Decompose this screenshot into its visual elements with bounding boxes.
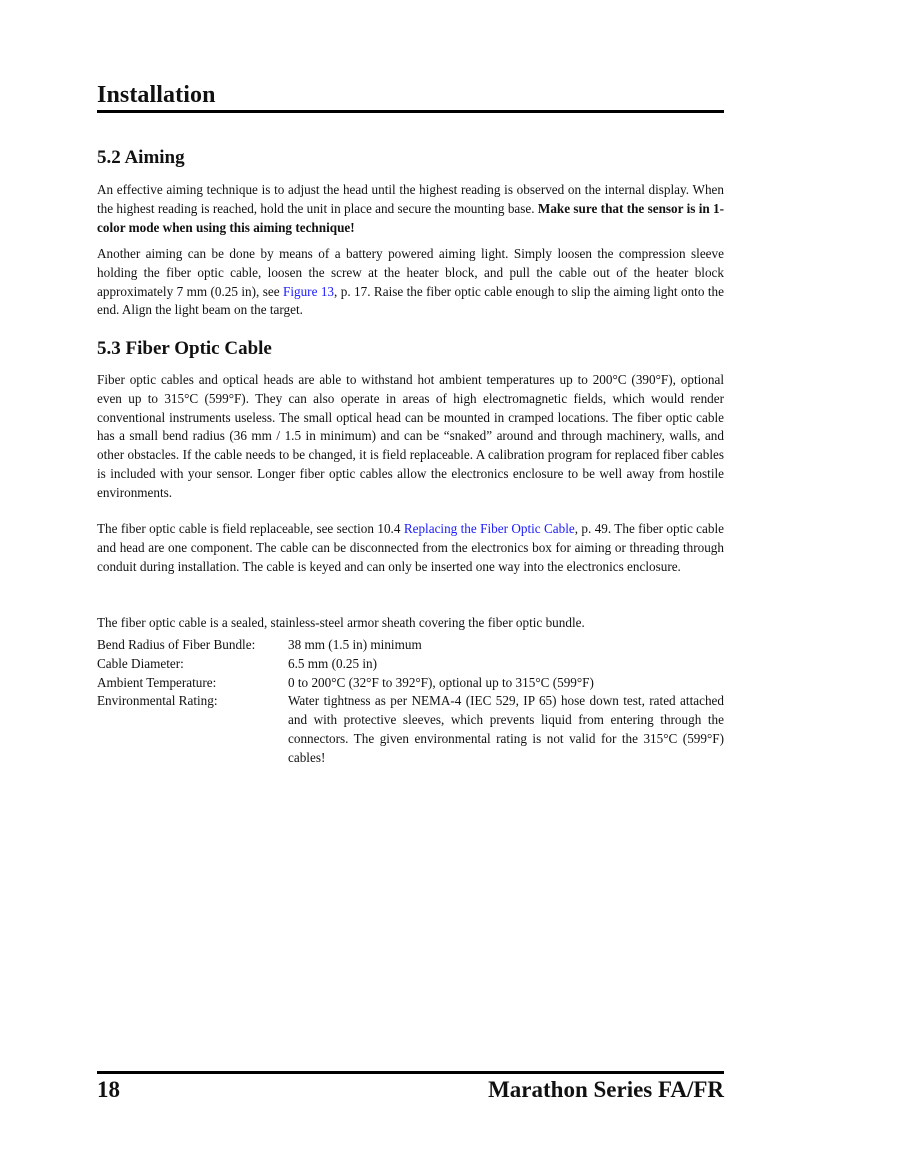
spec-label: Environmental Rating: bbox=[97, 693, 218, 709]
fiber-paragraph-2-text-a: The fiber optic cable is field replaceable, see section 10.4 bbox=[97, 521, 404, 536]
aiming-warning-bold: Make sure that the sensor is in 1-color mode when using this aiming technique! bbox=[97, 200, 724, 235]
aiming-paragraph-2-text-a: Another aiming can be done by means of a battery powered aiming light. Simply loosen the compression sleeve holding the fiber optic cable, loosen the screw at the heater block, and pull the cable out of the heater block approximately 7 mm (0.25 in), see bbox=[97, 246, 724, 299]
spec-row bbox=[97, 655, 724, 674]
aiming-paragraph-1 bbox=[97, 181, 724, 237]
spec-row bbox=[97, 674, 724, 693]
aiming-paragraph-1-text: An effective aiming technique is to adjust the head until the highest reading is observed on the internal display. When the highest reading is reached, hold the unit in place and secure the mounting base. bbox=[97, 182, 724, 216]
aiming-paragraph-2 bbox=[97, 245, 724, 320]
chapter-title: Installation bbox=[97, 82, 216, 108]
spec-label: Cable Diameter: bbox=[97, 655, 184, 671]
fiber-paragraph-2 bbox=[97, 520, 724, 576]
spec-row bbox=[97, 692, 724, 767]
footer-product-title: Marathon Series FA/FR bbox=[488, 1077, 724, 1102]
spec-row bbox=[97, 636, 724, 655]
spec-label: Bend Radius of Fiber Bundle: bbox=[97, 637, 256, 652]
spec-value: 38 mm (1.5 in) minimum bbox=[288, 637, 422, 652]
spec-value: 0 to 200°C (32°F to 392°F), optional up to 315°C (599°F) bbox=[288, 674, 594, 690]
page-number: 18 bbox=[97, 1077, 120, 1102]
aiming-paragraph-2-text-b: , p. 17. Raise the fiber optic cable enough to slip the aiming light onto the end. Align the light beam on the target. bbox=[97, 283, 724, 318]
chapter-rule bbox=[97, 110, 724, 113]
fiber-paragraph-3: The fiber optic cable is a sealed, stainless-steel armor sheath covering the fiber optic bundle. bbox=[97, 615, 585, 630]
section-5-3-heading: 5.3 Fiber Optic Cable bbox=[97, 338, 272, 359]
spec-label: Ambient Temperature: bbox=[97, 674, 217, 690]
spec-value: 6.5 mm (0.25 in) bbox=[288, 655, 378, 671]
section-5-2-heading: 5.2 Aiming bbox=[97, 147, 185, 168]
fiber-paragraph-1: Fiber optic cables and optical heads are able to withstand hot ambient temperatures up to 200°C (390°F), optional even up to 315°C (599°F). They can also operate in areas of high electromagnetic fields, which would render conventional instruments useless. The small optical head can be mounted in cramped locations. The fiber optic cable has a small bend radius (36 mm / 1.5 in minimum) and can be “snaked” around and through machinery, walls, and other obstacles. If the cable needs to be changed, it is field replaceable. A calibration program for replaced fiber cables is included with your sensor. Longer fiber optic cables allow the electronics enclosure to be well away from hostile environments. bbox=[97, 372, 724, 500]
replacing-fiber-cable-link[interactable]: Replacing the Fiber Optic Cable bbox=[403, 521, 575, 536]
figure-13-link[interactable]: Figure 13 bbox=[283, 283, 335, 299]
spec-list bbox=[97, 636, 724, 768]
spec-value: Water tightness as per NEMA-4 (IEC 529, IP 65) hose down test, rated attached and with protective sleeves, which prevents liquid from entering through the connectors. The given environmental rating is not valid for the 315°C (599°F) cables! bbox=[288, 693, 724, 765]
fiber-paragraph-2-text-b: , p. 49. The fiber optic cable and head are one component. The cable can be disconnected from the electronics box for aiming or threading through conduit during installation. The cable is keyed and can only be inserted one way into the electronics enclosure. bbox=[97, 521, 724, 574]
footer-rule bbox=[97, 1071, 724, 1074]
